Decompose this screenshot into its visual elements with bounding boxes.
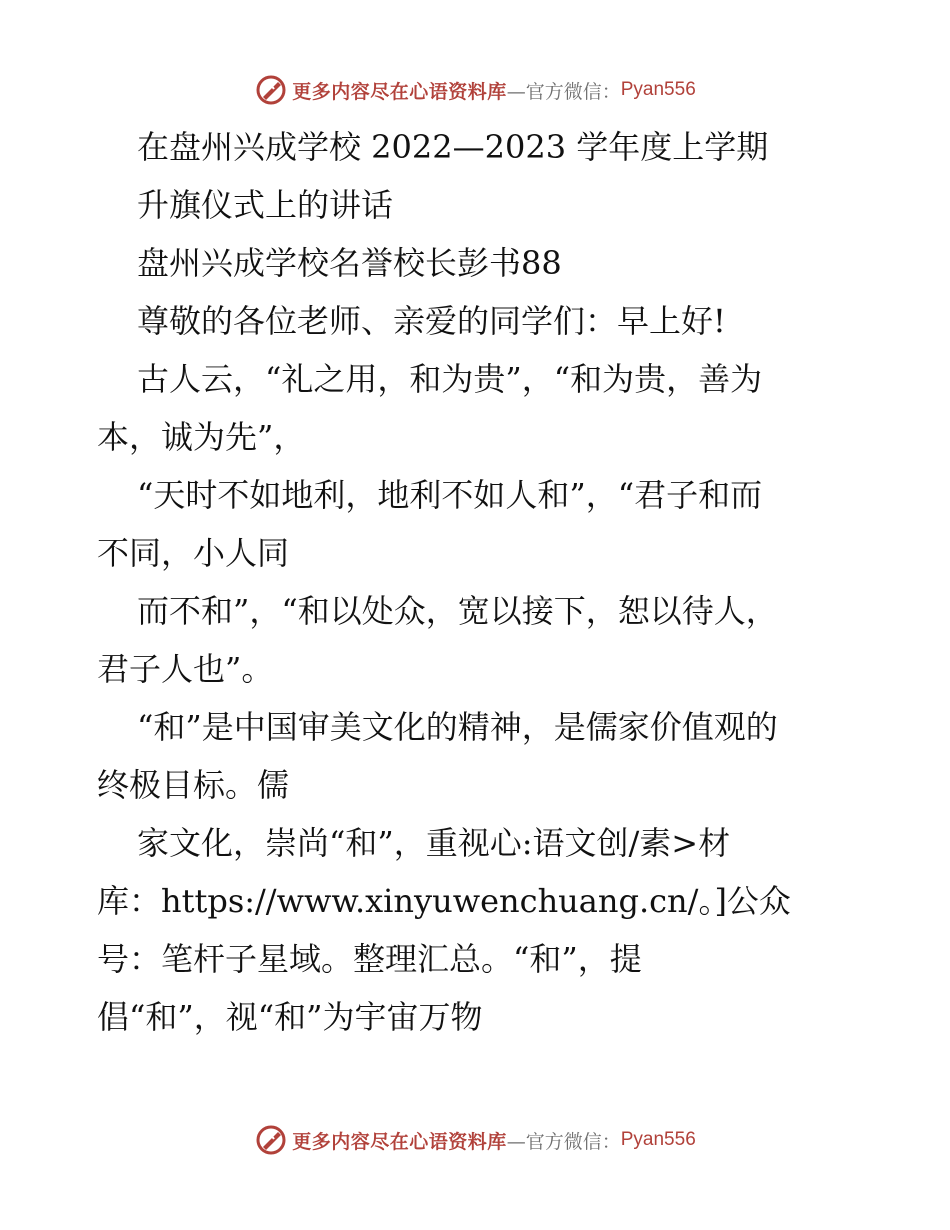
banner-wechat-label: —官方微信： [506, 80, 621, 103]
banner-site-name: 更多内容尽在心语资料库 [292, 80, 507, 103]
paragraph-line: 库：https://www.xinyuwenchuang.cn/。]公众 [97, 882, 791, 920]
banner-site-name: 更多内容尽在心语资料库 [292, 1130, 507, 1153]
author-line: 盘州兴成学校名誉校长彭书88 [137, 244, 562, 282]
title-line-1: 在盘州兴成学校 2022—2023 学年度上学期 [137, 128, 769, 166]
banner-wechat-label: —官方微信： [506, 1130, 621, 1153]
banner-wechat-id: Pyan556 [620, 1129, 696, 1150]
paragraph-line: 家文化，崇尚“和”，重视心:语文创/素>材 [137, 824, 731, 862]
document-body [97, 118, 857, 1046]
paragraph-line: 终极目标。儒 [97, 766, 290, 804]
greeting-line: 尊敬的各位老师、亲爱的同学们：早上好! [137, 302, 726, 340]
paragraph-line: “天时不如地利，地利不如人和”，“君子和而 [137, 476, 763, 514]
banner-content [254, 73, 696, 107]
paragraph-line: 而不和”，“和以处众，宽以接下，恕以待人， [137, 592, 778, 630]
paragraph-line: 号：笔杆子星域。整理汇总。“和”，提 [97, 940, 642, 978]
paragraph-line: 古人云，“礼之用，和为贵”，“和为贵，善为 [137, 360, 763, 398]
banner-content [254, 1123, 696, 1157]
paragraph-line: 君子人也”。 [97, 650, 274, 688]
book-pen-logo-icon [254, 73, 288, 107]
paragraph-line: 本，诚为先”， [97, 418, 306, 456]
banner-wechat-id: Pyan556 [620, 79, 696, 100]
paragraph-line: “和”是中国审美文化的精神，是儒家价值观的 [137, 708, 778, 746]
header-banner [0, 70, 950, 110]
title-line-2: 升旗仪式上的讲话 [137, 186, 394, 224]
paragraph-line: 倡“和”，视“和”为宇宙万物 [97, 998, 483, 1036]
book-pen-logo-icon [254, 1123, 288, 1157]
paragraph-line: 不同，小人同 [97, 534, 290, 572]
footer-banner [0, 1120, 950, 1160]
